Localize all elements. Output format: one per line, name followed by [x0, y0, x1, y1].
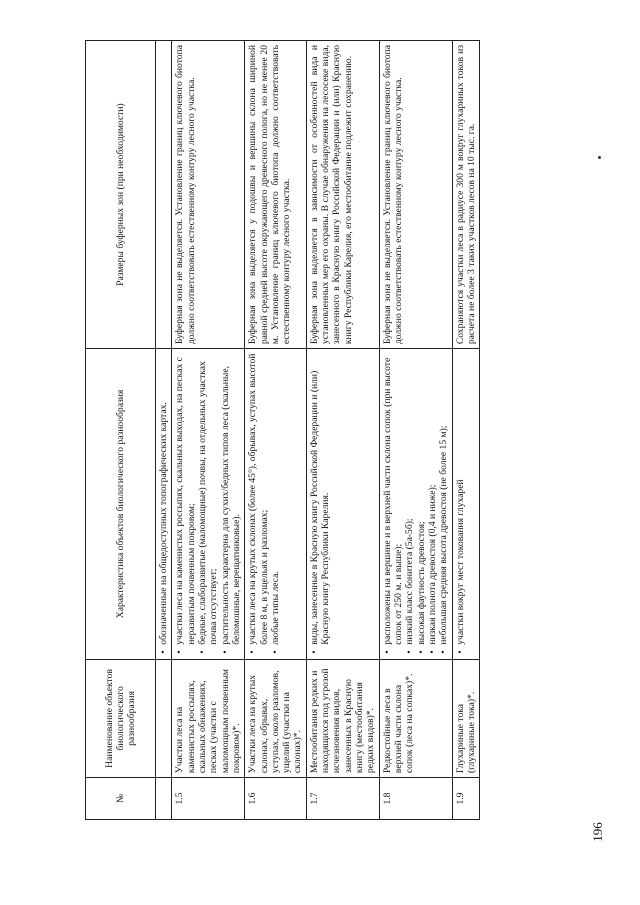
feature-item: • обозначенные на общедоступных топографических картах. [158, 353, 169, 645]
features-cell [172, 349, 245, 660]
row-number-cell [156, 778, 172, 820]
table-row [156, 41, 172, 820]
object-name-cell: Местообитания редких и находящихся под угрозой исчезновения видов, занесенных в Красную книгу (местообитания редких видов)*. [306, 659, 379, 777]
feature-item: • бедные, слаборазвитые (маломощные) почвы, на отдельных участках почва отсутствует; [197, 353, 220, 645]
feature-item: • любые типы леса. [270, 353, 281, 645]
features-list [174, 353, 242, 655]
feature-item: • участки леса на каменистых россыпях, скальных выходах, на песках с неразвитым почвенным покровом; [174, 353, 197, 645]
object-name-cell: Участки леса на каменистых россыпях, скальных обнажениях, песках (участки с маломощным почвенным покровом)*. [172, 659, 245, 777]
object-name-cell: Редкостойные леса в верхней части склона сопок (леса на сопках)*. [379, 659, 452, 777]
features-list [382, 353, 450, 655]
header-num: № [86, 778, 156, 820]
features-list [455, 353, 466, 655]
buffer-zone-cell [156, 41, 172, 349]
buffer-zone-cell: Буферная зона не выделяется. Установление границ ключевого биотопа должно соответствовать естественному контуру лесного участка. [379, 41, 452, 349]
feature-item: • высокая фаутность древостоя; [416, 353, 427, 645]
table-header-row [86, 41, 156, 820]
object-name-cell: Участки леса на крутых склонах, обрывах, уступах, около разломов, ущелий (участки на склонах)*. [245, 659, 307, 777]
feature-item: • участки вокруг мест токования глухарей [455, 353, 466, 645]
header-features: Характеристика объектов биологического разнообразия [86, 349, 156, 660]
features-cell [306, 349, 379, 660]
buffer-zone-cell: Буферная зона не выделяется. Установление границ ключевого биотопа должно соответствовать естественному контуру лесного участка. [172, 41, 245, 349]
table-row [306, 41, 379, 820]
feature-item: • участки леса на крутых склонах (более 45°), обрывах, уступах высотой более 8 м, в ущельях и разломах; [247, 353, 270, 645]
table-row [452, 41, 480, 820]
row-number-cell: 1.6 [245, 778, 307, 820]
page-number: 196 [589, 822, 605, 842]
features-cell [245, 349, 307, 660]
rotated-table-container [85, 40, 515, 820]
table-row [172, 41, 245, 820]
object-name-cell: Глухариные тока (глухариные тока)*. [452, 659, 480, 777]
table-row [245, 41, 307, 820]
features-list [247, 353, 281, 655]
feature-item: • низкий класс бонитета (5а-5б); [404, 353, 415, 645]
stray-dot [598, 156, 601, 159]
row-number-cell: 1.9 [452, 778, 480, 820]
header-name: Наименование объектов биологического разнообразия [86, 659, 156, 777]
features-list [309, 353, 332, 655]
biodiversity-table [85, 40, 480, 820]
feature-item: • низкая полнота древостоя (0,4 и ниже); [427, 353, 438, 645]
header-buffer: Размеры буферных зон (при необходимости) [86, 41, 156, 349]
row-number-cell: 1.8 [379, 778, 452, 820]
feature-item: • растительность характерна для сухих/бедных типов леса (скальные, беломошные, верещатниковые). [220, 353, 243, 645]
features-list [158, 353, 169, 655]
table-row [379, 41, 452, 820]
row-number-cell: 1.5 [172, 778, 245, 820]
feature-item: • небольшая средняя высота древостоя (не более 15 м); [438, 353, 449, 645]
feature-item: • расположены на вершине и в верхней части склона сопок (при высоте сопок от 250 м. и выше); [382, 353, 405, 645]
feature-item: • виды, занесенные в Красную книгу Российской Федерации и (или) Красную книгу Республики Карелия. [309, 353, 332, 645]
buffer-zone-cell: Буферная зона выделяется у подошвы и вершины склона шириной равной средней высоте окружающего древесного полога, но не менее 20 м. Установление границ ключевого биотопа должно соответствовать естественному контуру лесного участка. [245, 41, 307, 349]
features-cell [452, 349, 480, 660]
buffer-zone-cell: Буферная зона выделяется в зависимости от особенностей вида и установленных мер его охраны. В случае обнаружения на лесосеке вида, занесенного в Красную книгу Российской Федерации и (или) Красную книгу Республики Карелия, его местообитание подлежит сохранению. [306, 41, 379, 349]
buffer-zone-cell: Сохраняются участки леса в радиусе 300 м вокруг глухариных токов из расчета не более 3 таких участков лесов на 10 тыс. га. [452, 41, 480, 349]
features-cell [156, 349, 172, 660]
features-cell [379, 349, 452, 660]
object-name-cell [156, 659, 172, 777]
row-number-cell: 1.7 [306, 778, 379, 820]
